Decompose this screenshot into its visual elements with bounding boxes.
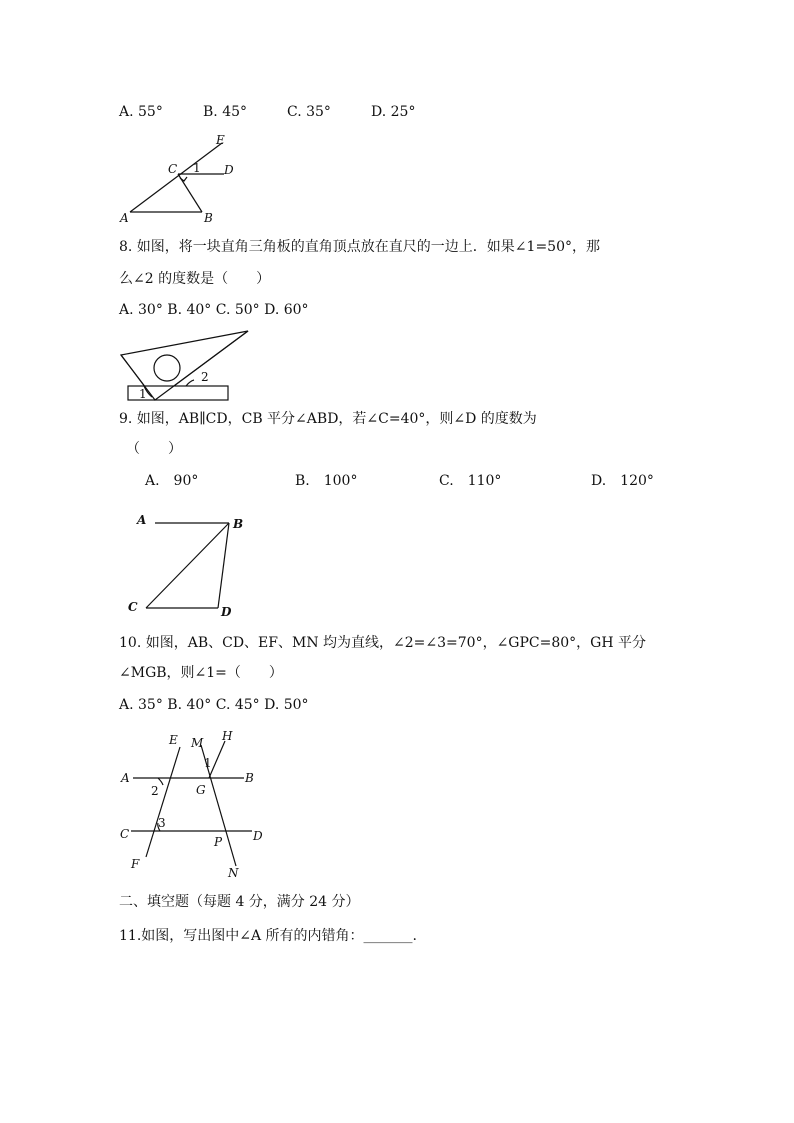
q9-option-c: C. 110° bbox=[439, 473, 502, 489]
q8-options: A. 30° B. 40° C. 50° D. 60° bbox=[119, 302, 309, 318]
q10-label-f: F bbox=[131, 857, 140, 871]
q9-label-b: B bbox=[233, 517, 244, 531]
q9-option-a: A. 90° bbox=[145, 473, 199, 489]
q9-option-d: D. 120° bbox=[591, 473, 654, 489]
q10-label-3: 3 bbox=[158, 816, 166, 830]
q9-stem-line1: 9. 如图，AB∥CD，CB 平分∠ABD，若∠C=40°，则∠D 的度数为 bbox=[119, 411, 537, 427]
q7-label-c: C bbox=[168, 162, 178, 176]
q10-label-p: P bbox=[214, 835, 223, 849]
q7-label-1: 1 bbox=[193, 161, 201, 175]
q10-label-a: A bbox=[121, 771, 130, 785]
q10-stem-line2: ∠MGB，则∠1=（ ） bbox=[119, 665, 283, 681]
q10-stem-line1: 10. 如图，AB、CD、EF、MN 均为直线，∠2=∠3=70°，∠GPC=80°，GH 平分 bbox=[119, 635, 647, 651]
q7-label-a: A bbox=[120, 211, 129, 225]
q10-label-g: G bbox=[196, 783, 206, 797]
q10-label-n: N bbox=[228, 866, 239, 880]
q7-option-b: B. 45° bbox=[203, 104, 248, 120]
section-heading: 二、填空题（每题 4 分，满分 24 分） bbox=[119, 894, 360, 910]
q9-label-a: A bbox=[137, 513, 147, 527]
q10-label-b: B bbox=[245, 771, 254, 785]
q11-stem: 11.如图，写出图中∠A 所有的内错角：_______. bbox=[119, 928, 418, 944]
q10-label-1: 1 bbox=[204, 756, 212, 770]
q10-label-2: 2 bbox=[151, 784, 159, 798]
q10-label-d: D bbox=[253, 829, 263, 843]
q10-label-m: M bbox=[191, 736, 204, 750]
q9-option-b: B. 100° bbox=[295, 473, 358, 489]
q9-stem-line2: （ ） bbox=[126, 441, 182, 457]
q7-label-b: B bbox=[204, 211, 213, 225]
q7-label-d: D bbox=[224, 163, 234, 177]
q10-label-h: H bbox=[222, 729, 233, 743]
q10-label-c: C bbox=[120, 827, 130, 841]
q7-option-d: D. 25° bbox=[371, 104, 416, 120]
q7-label-e: E bbox=[216, 133, 225, 147]
q8-stem-line2: 么∠2 的度数是（ ） bbox=[119, 271, 271, 287]
q8-stem-line1: 8. 如图，将一块直角三角板的直角顶点放在直尺的一边上．如果∠1=50°，那 bbox=[119, 239, 600, 255]
q7-option-c: C. 35° bbox=[287, 104, 331, 120]
q7-option-a: A. 55° bbox=[119, 104, 163, 120]
q10-label-e: E bbox=[169, 733, 178, 747]
q8-label-2: 2 bbox=[201, 370, 209, 384]
q9-label-d: D bbox=[221, 605, 232, 619]
q10-options: A. 35° B. 40° C. 45° D. 50° bbox=[119, 697, 309, 713]
q9-label-c: C bbox=[128, 600, 138, 614]
q8-label-1: 1 bbox=[139, 387, 147, 401]
